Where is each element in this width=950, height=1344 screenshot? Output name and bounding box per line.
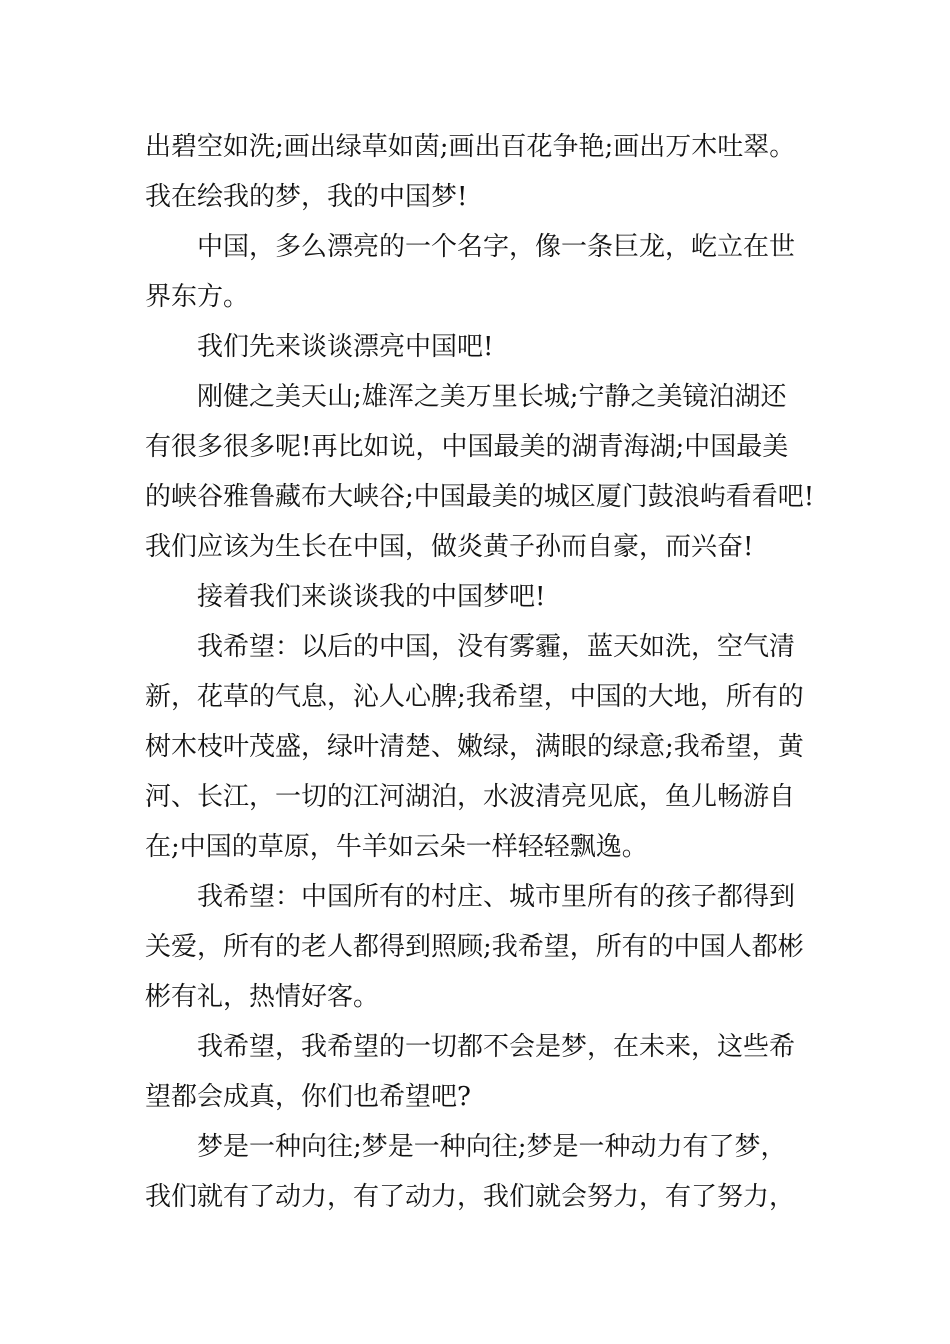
text-line: 梦是一种向往;梦是一种向往;梦是一种动力有了梦，	[197, 1132, 787, 1162]
text-line: 关爱，所有的老人都得到照顾;我希望，所有的中国人都彬	[145, 932, 804, 962]
text-line: 出碧空如洗;画出绿草如茵;画出百花争艳;画出万木吐翠。	[145, 132, 796, 162]
text-line: 刚健之美天山;雄浑之美万里长城;宁静之美镜泊湖还	[197, 382, 787, 412]
text-line: 我希望，我希望的一切都不会是梦，在未来，这些希	[197, 1032, 796, 1062]
text-line: 树木枝叶茂盛，绿叶清楚、嫩绿，满眼的绿意;我希望，黄	[145, 732, 804, 762]
text-line: 中国，多么漂亮的一个名字，像一条巨龙，屹立在世	[197, 232, 796, 262]
text-line: 望都会成真，你们也希望吧?	[145, 1082, 471, 1112]
text-line: 接着我们来谈谈我的中国梦吧!	[197, 582, 546, 612]
document-body	[145, 122, 815, 1222]
text-line: 在;中国的草原，牛羊如云朵一样轻轻飘逸。	[145, 832, 648, 862]
text-line: 我们先来谈谈漂亮中国吧!	[197, 332, 494, 362]
text-line: 界东方。	[145, 282, 250, 312]
text-line: 彬有礼，热情好客。	[145, 982, 380, 1012]
text-line: 我希望：以后的中国，没有雾霾，蓝天如洗，空气清	[197, 632, 796, 662]
text-line: 新，花草的气息，沁人心脾;我希望，中国的大地，所有的	[145, 682, 804, 712]
text-line: 河、长江，一切的江河湖泊，水波清亮见底，鱼儿畅游自	[145, 782, 796, 812]
text-line: 有很多很多呢!再比如说，中国最美的湖青海湖;中国最美	[145, 432, 789, 462]
text-line: 我们应该为生长在中国，做炎黄子孙而自豪，而兴奋!	[145, 532, 754, 562]
text-line: 我们就有了动力，有了动力，我们就会努力，有了努力，	[145, 1182, 796, 1212]
text-line: 的峡谷雅鲁藏布大峡谷;中国最美的城区厦门鼓浪屿看看吧!	[145, 482, 815, 512]
text-line: 我在绘我的梦，我的中国梦!	[145, 182, 468, 212]
text-line: 我希望：中国所有的村庄、城市里所有的孩子都得到	[197, 882, 796, 912]
